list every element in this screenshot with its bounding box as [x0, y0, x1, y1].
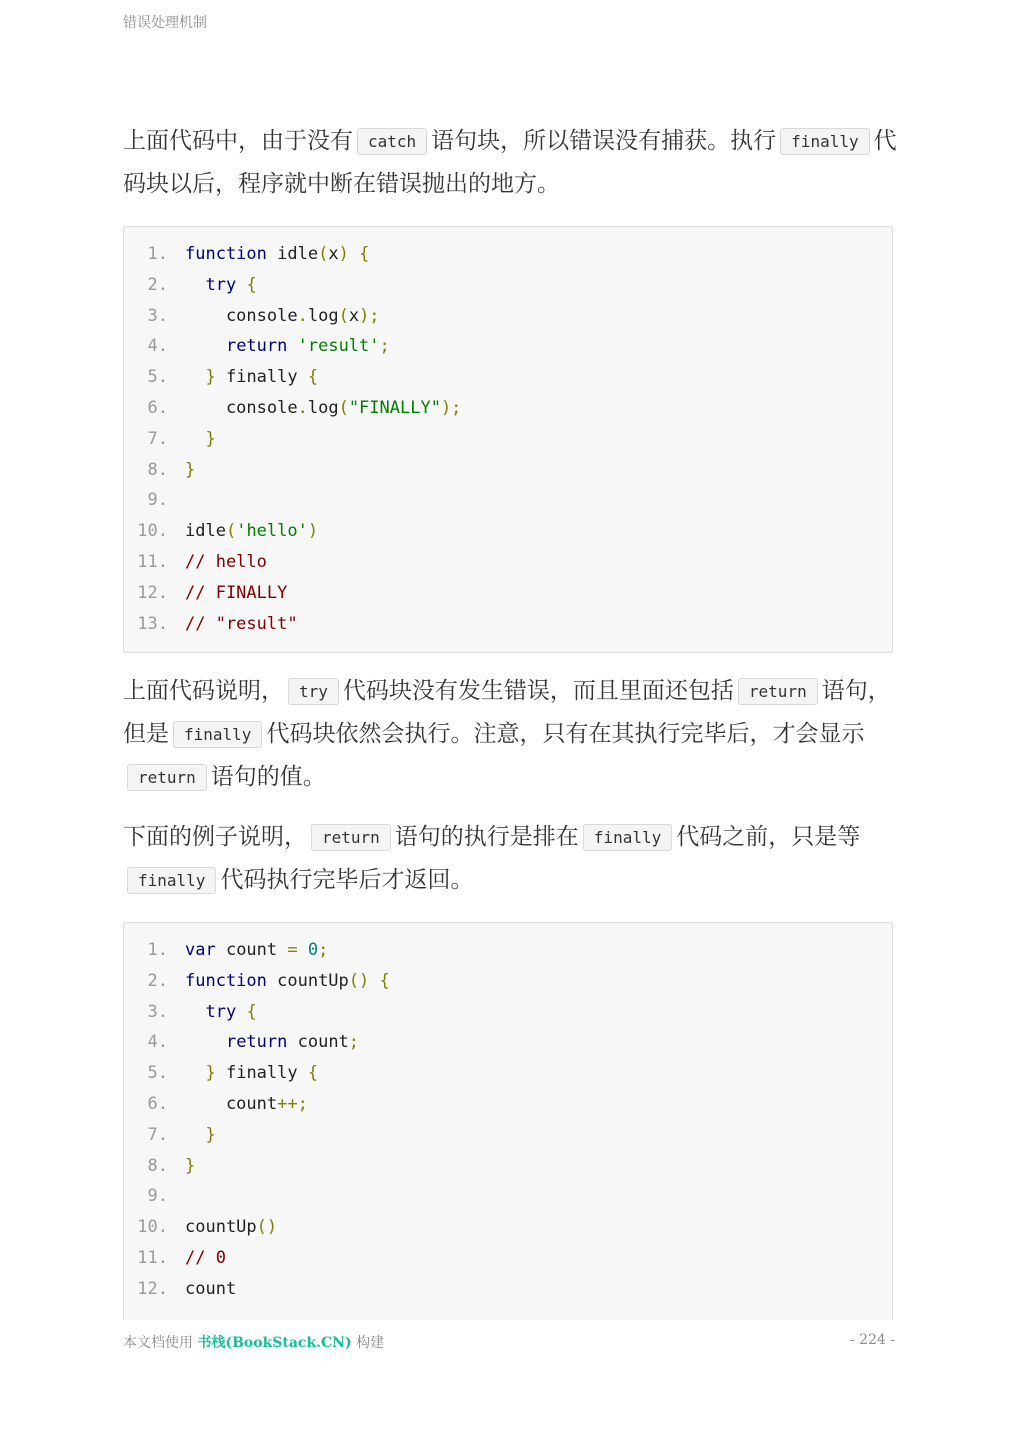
code-token: 'result'	[297, 336, 380, 357]
footer-prefix: 本文档使用	[123, 1335, 193, 1351]
line-number: 1.	[147, 244, 168, 264]
code-line	[124, 609, 892, 640]
code-token: )	[307, 521, 319, 542]
code-line	[124, 1120, 892, 1151]
line-number: 10.	[137, 1217, 168, 1238]
code-text	[185, 1243, 226, 1274]
code-token: countUp	[266, 970, 349, 991]
code-token	[185, 429, 205, 449]
code-token: (	[318, 244, 329, 264]
code-line	[124, 424, 892, 455]
code-token: console	[185, 305, 298, 326]
code-token: ()	[256, 1217, 278, 1238]
code-token: .	[297, 397, 308, 418]
paragraph-text: 代码之前，只是等	[676, 824, 861, 850]
code-token: try	[205, 274, 237, 295]
inline-code: finally	[173, 721, 262, 748]
paragraph-text: 上面代码中，由于没有	[123, 128, 353, 154]
code-token: function	[185, 970, 267, 991]
code-text	[185, 301, 380, 332]
line-number: 11.	[137, 1247, 168, 1268]
code-token: log	[307, 305, 339, 326]
line-number: 8.	[147, 1155, 168, 1176]
line-number: 9.	[147, 1186, 168, 1207]
inline-code: return	[311, 824, 391, 851]
code-text	[185, 362, 318, 393]
code-text	[185, 516, 318, 547]
paragraph	[123, 816, 898, 902]
code-token: }	[205, 1063, 216, 1084]
line-number: 7.	[147, 428, 168, 449]
line-number: 7.	[147, 1124, 168, 1145]
line-number: 11.	[137, 551, 168, 572]
code-token: log	[307, 397, 339, 418]
code-line	[124, 935, 892, 966]
code-token: ()	[348, 970, 370, 991]
line-number: 4.	[147, 1032, 168, 1053]
code-token: console	[185, 397, 298, 418]
code-token	[185, 1125, 205, 1145]
code-token: ;	[379, 336, 390, 357]
code-token: 0	[307, 940, 319, 960]
line-number: 6.	[147, 1093, 168, 1114]
paragraph-text: 代码块依然会执行。注意，只有在其执行完毕后，才会显示	[266, 721, 865, 747]
code-text	[185, 966, 390, 997]
code-token: return	[225, 336, 288, 357]
code-text	[185, 609, 298, 640]
code-line	[124, 578, 892, 609]
code-token: finally	[215, 367, 308, 388]
paragraph-text: 语句块，所以错误没有捕获。执行	[431, 128, 777, 154]
inline-code: return	[738, 678, 818, 705]
line-number: 1.	[147, 940, 168, 960]
code-token	[185, 275, 205, 295]
code-token: countUp	[185, 1217, 257, 1238]
code-token: try	[205, 1001, 237, 1022]
code-token: function	[185, 244, 267, 264]
code-token: // "result"	[185, 613, 298, 634]
code-line	[124, 1089, 892, 1120]
line-number: 4.	[147, 336, 168, 357]
code-line	[124, 331, 892, 362]
code-text	[185, 455, 195, 486]
line-number: 12.	[137, 582, 168, 603]
code-token: .	[297, 305, 308, 326]
code-token: x	[348, 305, 360, 326]
code-token: =	[287, 940, 298, 960]
line-number: 5.	[147, 1063, 168, 1084]
code-token: {	[246, 1001, 257, 1022]
code-token: )	[338, 244, 349, 264]
inline-code: catch	[357, 128, 427, 155]
code-text	[185, 1058, 318, 1089]
code-text	[185, 270, 257, 301]
code-line	[124, 516, 892, 547]
code-token: {	[307, 1063, 319, 1084]
code-token: }	[205, 367, 216, 388]
code-token: var	[185, 940, 216, 960]
code-token: return	[225, 1032, 288, 1053]
code-line	[124, 1027, 892, 1058]
line-number: 13.	[137, 613, 168, 634]
code-text	[185, 547, 267, 578]
code-line	[124, 966, 892, 997]
paragraph-text: 上面代码说明，	[123, 678, 284, 704]
code-text	[185, 393, 461, 424]
paragraph	[123, 120, 898, 205]
code-token	[185, 367, 205, 387]
code-text	[185, 239, 369, 270]
inline-code: try	[288, 678, 339, 705]
code-text	[185, 1027, 359, 1058]
paragraph-text: 代码块以后，程序就中断在错误抛出的地方。	[123, 128, 897, 197]
code-token: }	[185, 1155, 196, 1176]
inline-code: finally	[780, 128, 869, 155]
line-number: 12.	[137, 1278, 168, 1299]
code-text	[185, 424, 216, 455]
code-line	[124, 547, 892, 578]
footer-suffix: 构建	[356, 1335, 385, 1351]
code-token	[185, 336, 226, 356]
code-token: "FINALLY"	[348, 397, 441, 418]
code-token: idle	[185, 521, 226, 542]
code-token: count	[287, 1032, 349, 1053]
code-token	[185, 1002, 205, 1022]
line-number: 9.	[147, 490, 168, 511]
paragraph-text: 语句的执行是排在	[394, 824, 579, 850]
code-token: );	[359, 305, 380, 326]
code-token	[185, 1063, 205, 1083]
code-text	[185, 935, 328, 966]
line-number: 2.	[147, 970, 168, 991]
code-token: ;	[318, 940, 329, 960]
code-token: count	[185, 1093, 278, 1114]
line-number: 10.	[137, 521, 168, 542]
code-block	[123, 226, 893, 653]
code-token: ;	[348, 1032, 360, 1053]
code-token: x	[328, 244, 339, 264]
code-block	[123, 922, 893, 1320]
code-token: ++;	[277, 1093, 308, 1114]
code-line	[124, 1243, 892, 1274]
code-line	[124, 997, 892, 1028]
code-token: );	[440, 397, 462, 418]
code-token: {	[246, 274, 257, 295]
page-number: - 224 -	[849, 1332, 895, 1348]
code-token: // hello	[185, 551, 267, 572]
code-text	[185, 578, 287, 609]
code-line	[124, 239, 892, 270]
code-text	[185, 1212, 277, 1243]
code-token	[349, 244, 359, 264]
code-text	[185, 1274, 236, 1305]
bookstack-link[interactable]: 书栈(BookStack.CN)	[197, 1335, 352, 1351]
code-token	[236, 1002, 246, 1022]
paragraph-text: 语句的值。	[210, 764, 326, 790]
code-text	[185, 331, 390, 362]
code-token: // 0	[185, 1247, 226, 1268]
code-line	[124, 362, 892, 393]
code-text	[185, 997, 257, 1028]
inline-code: finally	[583, 824, 672, 851]
line-number: 8.	[147, 459, 168, 480]
code-token: // FINALLY	[185, 582, 288, 603]
paragraph-text: 语句，但是	[123, 678, 891, 747]
code-token	[287, 336, 297, 356]
inline-code: finally	[127, 867, 216, 894]
line-number: 3.	[147, 305, 168, 326]
line-number: 3.	[147, 1001, 168, 1022]
code-text	[185, 1151, 195, 1182]
code-line	[124, 1212, 892, 1243]
code-token: }	[205, 428, 216, 449]
code-line	[124, 301, 892, 332]
code-token	[298, 940, 308, 960]
code-token: idle	[266, 244, 319, 264]
code-text	[185, 1120, 216, 1151]
code-token	[369, 971, 379, 991]
code-text	[185, 1089, 308, 1120]
code-token: {	[359, 244, 370, 264]
code-token: (	[225, 521, 237, 542]
code-token: {	[307, 367, 319, 388]
code-line	[124, 455, 892, 486]
code-token	[236, 275, 246, 295]
code-token: count	[185, 1278, 237, 1299]
footer-credit	[123, 1332, 384, 1352]
line-number: 5.	[147, 367, 168, 388]
code-line	[124, 1058, 892, 1089]
code-token: finally	[215, 1063, 308, 1084]
inline-code: return	[127, 764, 207, 791]
paragraph-text: 代码执行完毕后才返回。	[220, 867, 474, 893]
code-token: (	[338, 305, 349, 326]
page-header-title: 错误处理机制	[123, 15, 207, 31]
line-number: 2.	[147, 274, 168, 295]
code-line	[124, 1151, 892, 1182]
code-token: 'hello'	[236, 521, 308, 542]
code-token: {	[379, 970, 390, 991]
code-line	[124, 270, 892, 301]
paragraph-text: 下面的例子说明，	[123, 824, 307, 850]
paragraph	[123, 670, 898, 799]
line-number: 6.	[147, 397, 168, 418]
code-token	[185, 1032, 226, 1052]
code-line	[124, 485, 892, 516]
code-line	[124, 1274, 892, 1305]
paragraph-text: 代码块没有发生错误，而且里面还包括	[342, 678, 734, 704]
code-token: (	[338, 397, 349, 418]
code-token: }	[185, 459, 196, 480]
code-line	[124, 1181, 892, 1212]
code-token: }	[205, 1124, 216, 1145]
code-token: count	[215, 940, 288, 960]
code-line	[124, 393, 892, 424]
